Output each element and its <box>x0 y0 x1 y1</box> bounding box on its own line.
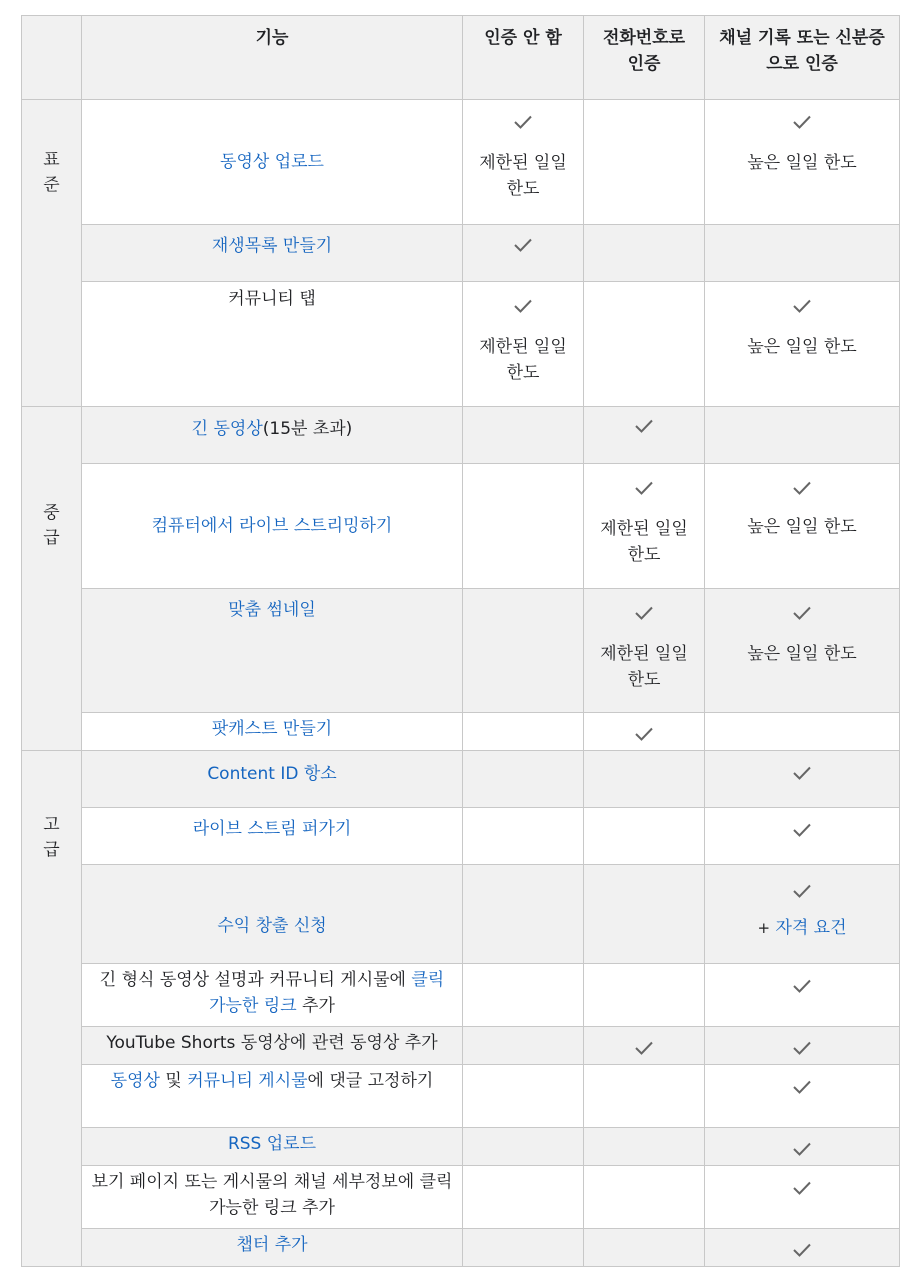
check-icon <box>792 605 812 621</box>
check-icon <box>792 1242 812 1258</box>
link-podcast[interactable]: 팟캐스트 만들기 <box>211 719 333 739</box>
header-history-id: 채널 기록 또는 신분증으로 인증 <box>705 16 900 100</box>
row-long-video <box>22 407 900 464</box>
check-icon <box>634 726 654 742</box>
check-icon <box>792 298 812 314</box>
limit-note: 높은 일일 한도 <box>747 644 857 664</box>
link-upload[interactable]: 동영상 업로드 <box>220 152 324 172</box>
link-rss[interactable]: RSS 업로드 <box>227 1134 317 1154</box>
group-intermediate: 중급 <box>22 407 82 751</box>
label-shorts-related: YouTube Shorts 동영상에 관련 동영상 추가 <box>82 1027 463 1065</box>
row-live-embed <box>22 808 900 865</box>
row-rss <box>22 1128 900 1166</box>
check-icon <box>792 480 812 496</box>
label-watch-links: 보기 페이지 또는 게시물의 채널 세부정보에 클릭 가능한 링크 추가 <box>82 1166 463 1229</box>
check-icon <box>513 114 533 130</box>
check-icon <box>634 1040 654 1056</box>
plus-sign: + <box>757 919 771 937</box>
row-shorts-related <box>22 1027 900 1065</box>
row-pin <box>22 1065 900 1128</box>
link-content-id[interactable]: Content ID 항소 <box>207 764 337 784</box>
row-monetize <box>22 865 900 964</box>
check-icon <box>513 237 533 253</box>
link-thumbnail[interactable]: 맞춤 썸네일 <box>228 600 316 620</box>
check-icon <box>792 883 812 899</box>
check-icon <box>634 480 654 496</box>
row-long-links <box>22 964 900 1027</box>
row-chapters <box>22 1229 900 1267</box>
link-clickable-links[interactable]: 클릭 가능한 링크 <box>209 970 445 1016</box>
limit-note: 제한된 일일 한도 <box>479 337 567 383</box>
row-thumbnail <box>22 589 900 713</box>
group-advanced: 고급 <box>22 751 82 1267</box>
pin-text-mid: 및 <box>159 1071 188 1091</box>
row-content-id <box>22 751 900 808</box>
label-community: 커뮤니티 탭 <box>82 282 463 407</box>
link-long-video[interactable]: 긴 동영상 <box>191 419 263 439</box>
check-icon <box>792 1141 812 1157</box>
row-live-pc <box>22 464 900 589</box>
check-icon <box>792 1180 812 1196</box>
check-icon <box>792 765 812 781</box>
row-playlist <box>22 225 900 282</box>
limit-note: 높은 일일 한도 <box>747 517 857 537</box>
row-community <box>22 282 900 407</box>
link-live-pc[interactable]: 컴퓨터에서 라이브 스트리밍하기 <box>151 516 393 536</box>
group-standard: 표준 <box>22 100 82 407</box>
row-upload <box>22 100 900 225</box>
header-feature: 기능 <box>82 16 463 100</box>
long-links-text-a: 긴 형식 동영상 설명과 커뮤니티 게시물에 <box>99 970 412 990</box>
limit-note: 제한된 일일 한도 <box>600 644 688 690</box>
header-empty <box>22 16 82 100</box>
limit-note: 높은 일일 한도 <box>747 153 857 173</box>
limit-note: 높은 일일 한도 <box>747 337 857 357</box>
limit-note: 제한된 일일 한도 <box>479 153 567 199</box>
link-playlist[interactable]: 재생목록 만들기 <box>211 236 333 256</box>
check-icon <box>792 978 812 994</box>
pin-text-rest: 에 댓글 고정하기 <box>307 1071 434 1091</box>
long-video-suffix: (15분 초과) <box>262 419 353 439</box>
header-phone: 전화번호로 인증 <box>584 16 705 100</box>
row-watch-links <box>22 1166 900 1229</box>
check-icon <box>792 1079 812 1095</box>
feature-table <box>21 15 900 1267</box>
link-eligibility[interactable]: 자격 요건 <box>775 918 847 938</box>
check-icon <box>634 418 654 434</box>
link-monetize[interactable]: 수익 창출 신청 <box>217 916 327 936</box>
row-podcast <box>22 713 900 751</box>
header-row <box>22 16 900 100</box>
check-icon <box>792 1040 812 1056</box>
check-icon <box>792 822 812 838</box>
check-icon <box>513 298 533 314</box>
link-live-embed[interactable]: 라이브 스트림 퍼가기 <box>192 819 352 839</box>
limit-note: 제한된 일일 한도 <box>600 519 688 565</box>
header-no-verify: 인증 안 함 <box>463 16 584 100</box>
link-community-posts[interactable]: 커뮤니티 게시물 <box>187 1071 308 1091</box>
link-videos[interactable]: 동영상 <box>110 1071 160 1091</box>
link-chapters[interactable]: 챕터 추가 <box>236 1235 308 1255</box>
long-links-text-b: 추가 <box>296 996 335 1016</box>
check-icon <box>792 114 812 130</box>
check-icon <box>634 605 654 621</box>
